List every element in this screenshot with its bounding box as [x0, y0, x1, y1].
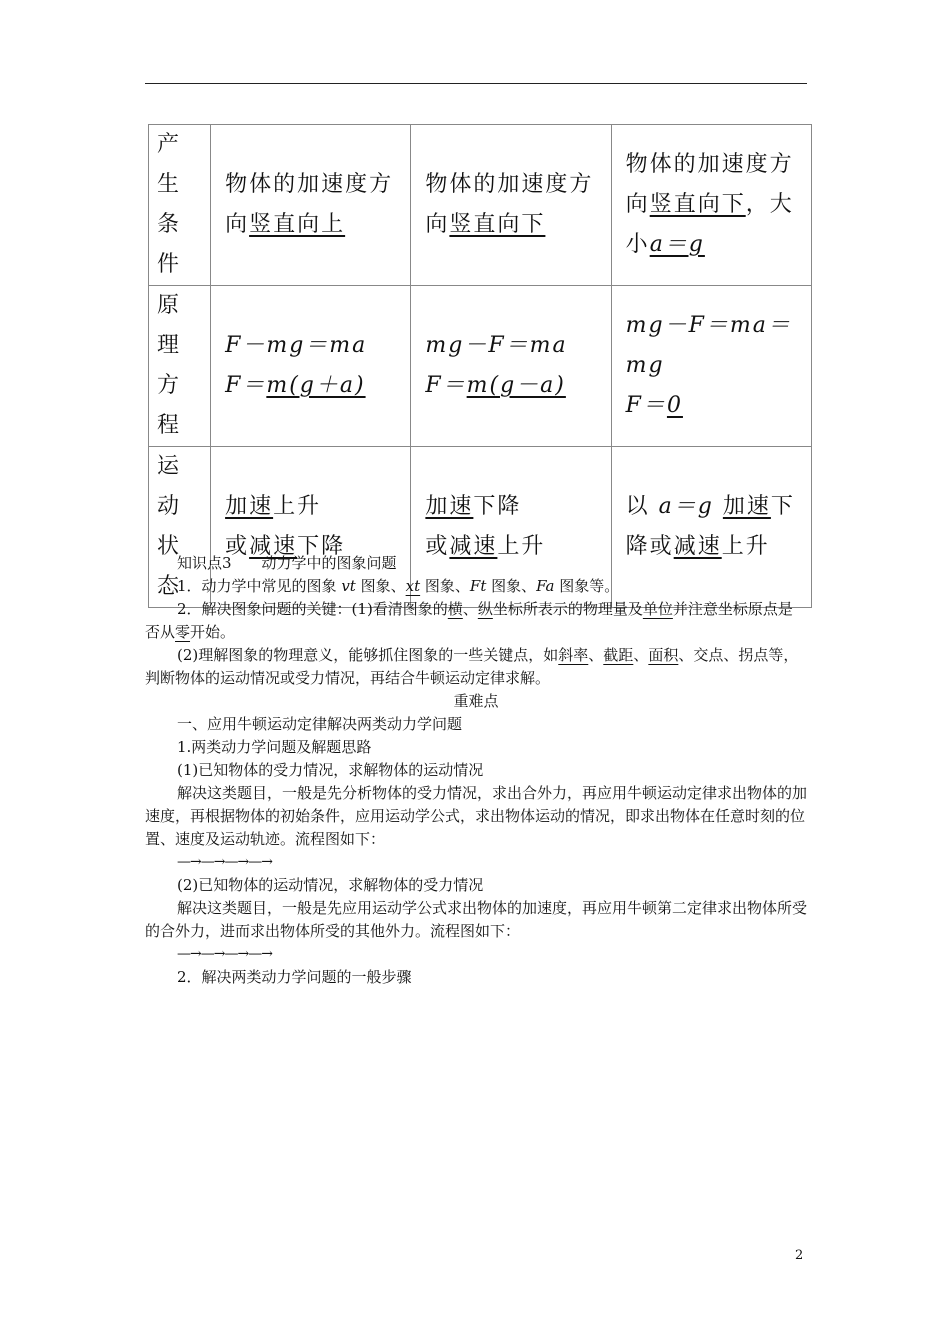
cell-text: 上升	[497, 534, 546, 559]
comparison-table	[148, 124, 812, 608]
cell-text: 物体的加速度方向	[425, 172, 594, 237]
section-1-title: 一、应用牛顿运动定律解决两类动力学问题	[177, 715, 463, 733]
kp3-item-3: (2)理解图象的物理意义，能够抓住图象的一些关键点，如斜率、截距、面积、交点、拐点等，判断物体的运动情况或受力情况，再结合牛顿运动定律求解。	[145, 646, 799, 687]
table-cell	[211, 286, 411, 447]
row-header: 原理方程	[149, 286, 211, 447]
cell-text: 或	[225, 534, 250, 559]
cell-text: 减速	[673, 534, 722, 559]
cell-text: 上升	[721, 534, 770, 559]
cell-text: 减速	[249, 534, 298, 559]
cell-text: a＝g	[649, 232, 705, 257]
section-1-1-title: 1.两类动力学问题及解题思路	[177, 738, 372, 756]
row-header: 运动状态	[149, 447, 211, 608]
cell-text: F＝	[225, 373, 267, 398]
cell-text: 下降	[473, 494, 522, 519]
table-cell	[411, 125, 611, 286]
cell-text: F＝	[625, 393, 667, 418]
cell-text: 加速	[425, 494, 474, 519]
kp3-title: 知识点3 动力学中的图象问题	[177, 554, 397, 572]
header-rule	[145, 83, 807, 84]
cell-text: 以	[625, 494, 659, 519]
section-1-1-1-paragraph: 解决这类题目，一般是先分析物体的受力情况，求出合外力，再应用牛顿运动定律求出物体的加速度，再根据物体的初始条件，应用运动学公式，求出物体运动的情况，即求出物体在任意时刻的位置、速度及运动轨迹。流程图如下：	[145, 784, 808, 848]
table-cell	[411, 286, 611, 447]
cell-text: 加速	[225, 494, 274, 519]
section-1-1-1-title: (1)已知物体的受力情况，求解物体的运动情况	[177, 761, 484, 779]
row-header: 产生条件	[149, 125, 211, 286]
cell-text: F＝	[425, 373, 467, 398]
table-cell	[211, 125, 411, 286]
cell-text: 或	[425, 534, 450, 559]
cell-text: 下降	[297, 534, 346, 559]
kp3-item-2: 2．解决图象问题的关键：(1)看清图象的横、纵坐标所表示的物理量及单位并注意坐标原点是否从零开始。	[145, 600, 793, 641]
cell-text: 物体的加速度方向	[625, 152, 794, 217]
section-1-2-title: 2．解决两类动力学问题的一般步骤	[177, 968, 412, 986]
section-heading-key-points: 重难点	[453, 692, 499, 710]
flowchart-arrows-1: —→—→—→—→	[177, 854, 272, 870]
cell-text: 竖直向下	[649, 192, 746, 217]
cell-text: ，大小	[625, 192, 794, 257]
section-1-1-2-paragraph: 解决这类题目，一般是先应用运动学公式求出物体的加速度，再应用牛顿第二定律求出物体所受的合外力，进而求出物体所受的其他外力。流程图如下：	[145, 899, 808, 940]
flowchart-arrows-2: —→—→—→—→	[177, 946, 272, 962]
table-row	[149, 286, 812, 447]
cell-text: 加速	[722, 494, 771, 519]
cell-text: 0	[666, 393, 683, 418]
body-text	[145, 552, 807, 989]
table-cell	[611, 125, 811, 286]
cell-text: a＝g	[658, 494, 714, 519]
page-number: 2	[795, 1248, 804, 1263]
cell-text: m(g－a)	[466, 373, 566, 398]
cell-text: 下降或	[625, 494, 795, 559]
cell-text: 竖直向上	[249, 212, 346, 237]
cell-text: 物体的加速度方向	[225, 172, 394, 237]
cell-text: 上升	[273, 494, 322, 519]
cell-text: F－mg＝ma	[225, 333, 368, 358]
cell-text: mg－F＝ma	[425, 333, 568, 358]
table-cell	[611, 286, 811, 447]
cell-text: 减速	[449, 534, 498, 559]
cell-text: m(g＋a)	[266, 373, 366, 398]
cell-text: 竖直向下	[449, 212, 546, 237]
kp3-item-1: 1．动力学中常见的图象 vt 图象、xt 图象、Ft 图象、Fa 图象等。	[177, 577, 620, 595]
table-row	[149, 125, 812, 286]
section-1-1-2-title: (2)已知物体的运动情况，求解物体的受力情况	[177, 876, 484, 894]
cell-text: mg－F＝ma＝mg	[625, 313, 792, 378]
cell-text	[714, 494, 723, 519]
